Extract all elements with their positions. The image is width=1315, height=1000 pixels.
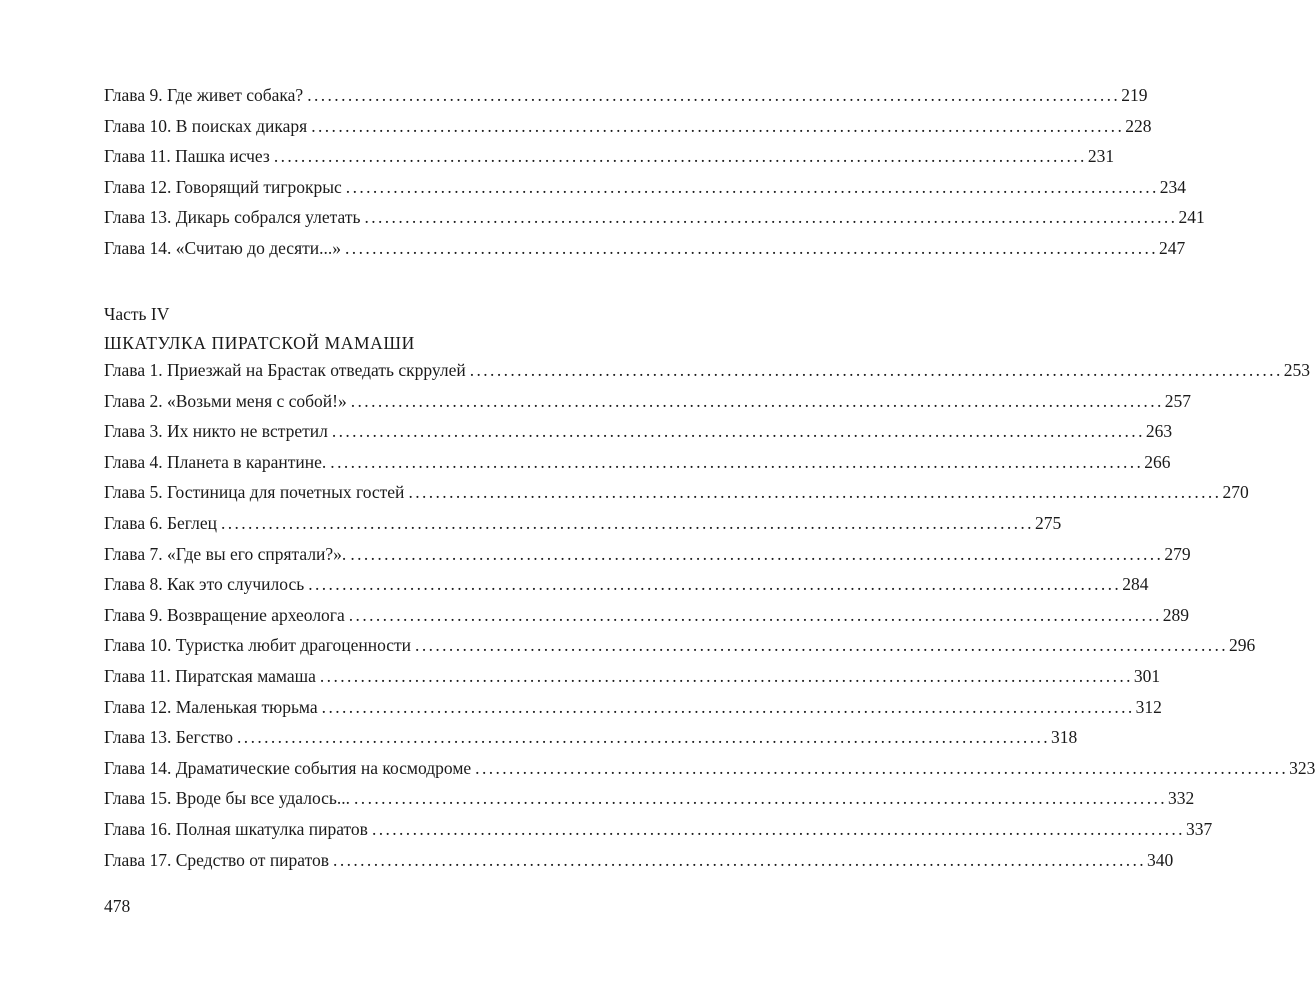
- toc-entry: [104, 237, 1186, 269]
- entry-page: 318: [1051, 727, 1078, 748]
- entry-title: Глава 9. Где живет собака?: [104, 85, 304, 105]
- dot-leader: ........................................................................................................................: [350, 543, 1164, 564]
- entry-title: Глава 12. Маленькая тюрьма: [104, 696, 318, 717]
- entry-title: Глава 12. Говорящий тигрокрыс: [104, 176, 342, 197]
- toc-entry: [104, 727, 1078, 758]
- toc-entry: [104, 146, 1115, 177]
- toc-entry: [104, 604, 1190, 636]
- entry-page: 253: [1283, 360, 1310, 380]
- dot-leader: ........................................................................................................................: [220, 512, 1034, 533]
- entry-page: 263: [1145, 421, 1173, 442]
- entry-page: 301: [1133, 665, 1161, 686]
- dot-leader: ........................................................................................................................: [311, 115, 1125, 136]
- dot-leader: ........................................................................................................................: [348, 604, 1162, 625]
- entry-page: 279: [1164, 543, 1191, 564]
- toc-entry: [104, 360, 1310, 391]
- entry-title: Глава 11. Пашка исчез: [104, 146, 270, 167]
- dot-leader: ........................................................................................................................: [333, 849, 1147, 870]
- dot-leader: ........................................................................................................................: [354, 788, 1168, 809]
- dot-leader: ........................................................................................................................: [330, 451, 1144, 472]
- toc-entry: [104, 421, 1173, 452]
- toc-entry: [104, 115, 1152, 147]
- entry-page: 266: [1144, 451, 1171, 472]
- toc-entry: [104, 512, 1062, 544]
- entry-title: Глава 2. «Возьми меня с собой!»: [104, 390, 347, 411]
- entry-title: Глава 14. «Считаю до десяти...»: [104, 237, 342, 258]
- entry-page: 219: [1121, 85, 1148, 105]
- part-label: Часть IV: [104, 304, 170, 324]
- entry-title: Глава 5. Гостиница для почетных гостей: [104, 482, 405, 503]
- entry-page: 247: [1159, 237, 1186, 258]
- toc-entry: [104, 207, 1205, 238]
- part-title: ШКАТУЛКА ПИРАТСКОЙ МАМАШИ: [104, 333, 415, 353]
- toc-entry: [104, 543, 1191, 575]
- entry-page: 284: [1122, 574, 1149, 595]
- entry-page: 257: [1164, 390, 1191, 411]
- toc-entry: [104, 390, 1191, 422]
- toc-entry: [104, 451, 1171, 483]
- entry-title: Глава 10. Туристка любит драгоценности: [104, 635, 412, 656]
- entry-title: Глава 4. Планета в карантине.: [104, 451, 327, 472]
- entry-title: Глава 10. В поисках дикаря: [104, 115, 308, 136]
- entry-title: Глава 17. Средство от пиратов: [104, 849, 330, 870]
- entry-title: Глава 6. Беглец: [104, 512, 217, 533]
- dot-leader: ........................................................................................................................: [273, 146, 1087, 167]
- toc-entry: [104, 818, 1213, 850]
- entry-page: 340: [1147, 849, 1174, 870]
- dot-leader: ........................................................................................................................: [345, 237, 1159, 258]
- dot-leader: ........................................................................................................................: [237, 727, 1051, 748]
- entry-page: 241: [1178, 207, 1205, 228]
- dot-leader: ........................................................................................................................: [331, 421, 1145, 442]
- toc-entry: [104, 574, 1149, 605]
- entry-title: Глава 8. Как это случилось: [104, 574, 305, 595]
- entry-title: Глава 11. Пиратская мамаша: [104, 665, 316, 686]
- toc-entry: [104, 85, 1148, 116]
- entry-title: Глава 9. Возвращение археолога: [104, 604, 345, 625]
- entry-page: 312: [1135, 696, 1162, 717]
- entry-page: 275: [1034, 512, 1062, 533]
- entry-title: Глава 7. «Где вы его спрятали?».: [104, 543, 347, 564]
- dot-leader: ........................................................................................................................: [350, 390, 1164, 411]
- entry-title: Глава 13. Бегство: [104, 727, 234, 748]
- entry-page: 337: [1185, 818, 1213, 839]
- toc-entry: [104, 757, 1315, 789]
- toc-entry: [104, 635, 1256, 666]
- toc-entry: [104, 176, 1187, 208]
- entry-page: 323: [1289, 757, 1315, 778]
- part-4-section: [104, 300, 1315, 880]
- entry-title: Глава 15. Вроде бы все удалось...: [104, 788, 351, 809]
- entry-title: Глава 13. Дикарь собрался улетать: [104, 207, 361, 228]
- toc-entry: [104, 482, 1249, 513]
- entry-page: 270: [1222, 482, 1249, 503]
- entry-title: Глава 14. Драматические события на космодроме: [104, 757, 472, 778]
- dot-leader: ........................................................................................................................: [345, 176, 1159, 197]
- dot-leader: ........................................................................................................................: [475, 757, 1289, 778]
- entry-title: Глава 16. Полная шкатулка пиратов: [104, 818, 368, 839]
- dot-leader: ........................................................................................................................: [364, 207, 1178, 228]
- entry-page: 332: [1168, 788, 1195, 809]
- entry-page: 231: [1087, 146, 1115, 167]
- entry-title: Глава 3. Их никто не встретил: [104, 421, 328, 442]
- dot-leader: ........................................................................................................................: [415, 635, 1229, 656]
- entry-title: Глава 1. Приезжай на Брастак отведать скррулей: [104, 360, 466, 380]
- page-number: 478: [104, 896, 131, 916]
- toc-entry: [104, 849, 1174, 881]
- dot-leader: ........................................................................................................................: [308, 574, 1122, 595]
- dot-leader: ........................................................................................................................: [319, 665, 1133, 686]
- toc-continued-list: [104, 85, 1205, 269]
- entry-page: 234: [1159, 176, 1187, 197]
- entry-page: 228: [1125, 115, 1152, 136]
- entry-page: 296: [1229, 635, 1256, 656]
- toc-entry: [104, 665, 1161, 697]
- dot-leader: ........................................................................................................................: [469, 360, 1283, 380]
- dot-leader: ........................................................................................................................: [307, 85, 1121, 105]
- dot-leader: ........................................................................................................................: [408, 482, 1222, 503]
- dot-leader: ........................................................................................................................: [321, 696, 1135, 717]
- entry-page: 289: [1162, 604, 1190, 625]
- toc-entry: [104, 788, 1195, 819]
- dot-leader: ........................................................................................................................: [371, 818, 1185, 839]
- toc-entry: [104, 696, 1162, 728]
